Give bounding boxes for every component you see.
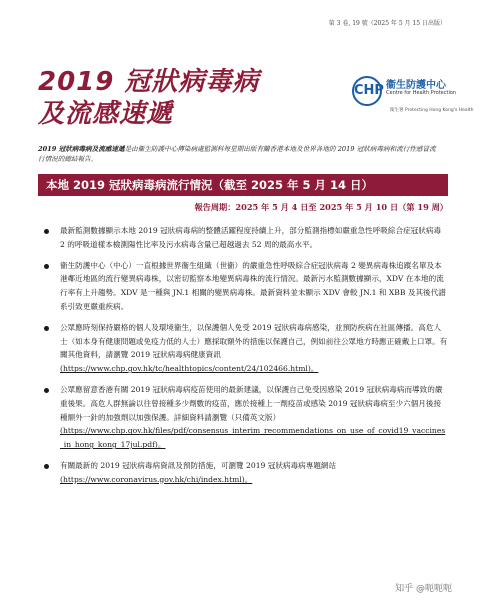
list-item [40, 321, 448, 376]
list-item [40, 259, 448, 314]
health-info-link[interactable]: (https://www.chp.gov.hk/tc/healthtopics/content/24/102466.html)。 [60, 364, 319, 374]
logo-name-en: Centre for Health Protection [386, 90, 457, 96]
logo-dept-zh: 衞生署 [390, 108, 404, 113]
bullet-icon [44, 326, 49, 331]
bullet-list [40, 224, 448, 494]
logo-dept [390, 108, 474, 113]
coronavirus-site-link[interactable]: (https://www.coronavirus.gov.hk/chi/index.html)。 [60, 474, 253, 484]
watermark: 知乎 @呃呃呃 [395, 584, 452, 594]
chp-logo [352, 74, 474, 120]
bullet-icon [44, 229, 49, 234]
intro-lead: 2019 冠狀病毒病及流感速遞 [38, 145, 125, 153]
reporting-period: 報告周期：2025 年 5 月 4 日至 2025 年 5 月 10 日（第 19 周） [194, 202, 448, 212]
vaccine-recommendation-link[interactable]: (https://www.chp.gov.hk/files/pdf/consensus_interim_recommendations_on_use_of_covid19_vaccines_in_hong_kong_17jul.pdf)。 [60, 426, 446, 450]
bullet-text: 公眾應時刻保持嚴格的個人及環境衞生，以保護個人免受 2019 冠狀病毒病感染，並預防疾病在社區傳播。高危人士（如本身有健康問題或免疫力低的人士）應採取額外的措施以保護自己，例如前往公眾地方時應正確戴上口罩。有關其他資料，請瀏覽 2019 冠狀病毒病健康資訊 [60, 322, 448, 360]
bullet-text: 衞生防護中心（中心）一直根據世界衞生組織（世衞）的嚴重急性呼吸綜合症冠狀病毒 2 變異病毒株追蹤名單及本港鄰近地區的流行變異病毒株，以密切監察本地變異病毒株的流行情況。最新污水監測數據顯示，XDV 在本地的流行率有上升趨勢。XDV 是一種與 JN.1 相關的變異病毒株。最新資料並未顯示 XDV 會較 JN.1 和 XBB 及其後代譜系引致更嚴重疾病。 [60, 260, 446, 311]
logo-dept-en: Protecting Hong Kong's Health [404, 108, 474, 113]
bullet-icon [44, 388, 49, 393]
title-line-2: 及流感速遞 [38, 99, 174, 129]
chp-logo-icon: CHP [352, 76, 382, 106]
intro-paragraph [38, 144, 442, 164]
section-heading: 本地 2019 冠狀病毒病流行情況（截至 2025 年 5 月 14 日） [38, 174, 448, 196]
bullet-text: 有關最新的 2019 冠狀病毒病資訊及預防措施，可瀏覽 2019 冠狀病毒病專題網站 [60, 460, 337, 470]
list-item [40, 383, 448, 452]
report-title [38, 66, 259, 130]
intro-body: 是由衞生防護中心傳染病處監測科每星期出版有關香港本地及世界各地的 2019 冠狀病毒病和流行性感冒流行情況的總結報告。 [38, 145, 436, 163]
list-item [40, 224, 448, 252]
logo-name-zh: 衞生防護中心 [386, 80, 446, 91]
bullet-text: 公眾應留意香港有關 2019 冠狀病毒病疫苗使用的最新建議，以保護自己免受因感染 2019 冠狀病毒病而導致的嚴重後果。高危人群無論以往曾接種多少劑數的疫苗，應於接種上一劑疫苗或感染 2019 冠狀病毒病至少六個月後接種額外一針的加強劑以加強保護。詳細資料請瀏覽（只備英文版） [60, 384, 443, 422]
title-line-1: 2019 冠狀病毒病 [38, 67, 260, 97]
bullet-text: 最新監測數據顯示本地 2019 冠狀病毒病的整體活躍程度持續上升，部分監測指標如嚴重急性呼吸綜合症冠狀病毒 2 的呼吸道樣本檢測陽性比率及污水病毒含量已超越過去 52 周的最高水平。 [60, 226, 442, 249]
bullet-icon [44, 264, 49, 269]
bullet-icon [44, 464, 49, 469]
issue-info: 第 3 卷, 19 號（2025 年 5 月 15 日出版） [328, 20, 446, 27]
list-item [40, 459, 448, 487]
